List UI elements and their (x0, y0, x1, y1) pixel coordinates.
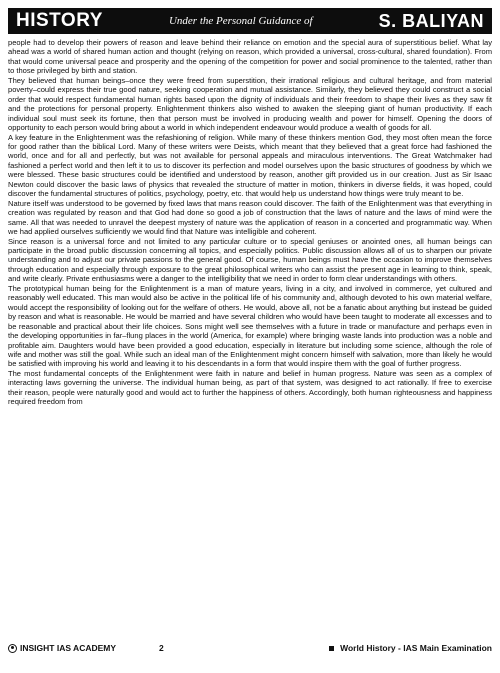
footer-book (329, 643, 492, 653)
paragraph: The prototypical human being for the Enlightenment is a man of mature years, living in a city, and involved in commerce, yet cultured and reasonably well educated. This man would also be active in the political life of his community and, although devoted to his own material welfare, would accept the responsibility of looking out for the welfare of others. He would, above all, not be a fanatic about anything but instead be guided by reason and what is reasonable. He would be married and have several children who would have been taught to moderate all excesses and to be reasonable and practical about their life choices. Sons might well see themselves with a future in trade or manufacture and perhaps even in the developing opportunities in far–flung places in the world (America, for example) where bringing waste lands into production was a noble and profitable aim. Daughters would have been provided a good education, especially in literature but including some science, although the role of wife and mother was still the goal. While such an ideal man of the Enlightenment might concern himself with salvation, more than likely he would be satisfied with improving his world and leaving it to his descendants in a form that would inspire them with the goal of further progress. (8, 283, 492, 369)
subject-title: HISTORY (16, 10, 103, 31)
page (8, 8, 492, 665)
paragraph: A key feature in the Enlightenment was the refashioning of religion. While many of these thinkers mention God, they most often mean the force for good rather than the biblical Lord. Many of these writers were Deists, which meant that they believed that a great force had fashioned the world, once and for all and perfectly, but was not available for personal appeals and miraculous interventions. The Great Watchmaker had fashioned a perfect world and then left it to us to discover its perfection and model ourselves upon the basic structures of goodness by which we were blessed. These basic structures could be identified and understood by reason, another gift provided us in our creation. Just as Sir Isaac Newton could discover the basic laws of physics that revealed the structure of matter in motion, thinkers in diverse fields, it was hoped, could discover the fundamental structures of politics, psychology, poetry, etc. that would help us understand how things were truly meant to be. (8, 132, 492, 199)
paragraph: Since reason is a universal force and not limited to any particular culture or to special geniuses or anointed ones, all human beings can participate in the broad public discussion concerning all topics, and especially politics. Public discussion allows all of us to sharpen our private understanding and to adjust our private passions to the general good. Of course, human beings must have the occasion to improve themselves through education and especially through exposure to the great philosophical writers who can assist the present age in learning to think, speak, and write clearly. Private enthusiasms were a danger to the intelligibility that we need in order to form clear understandings with others. (8, 236, 492, 284)
author-name: S. BALIYAN (378, 10, 484, 31)
square-bullet-icon (329, 646, 334, 651)
book-title: World History - IAS Main Examination (340, 643, 492, 653)
academy-name: INSIGHT IAS ACADEMY (20, 643, 117, 653)
header-banner (8, 8, 492, 34)
paragraph: people had to develop their powers of reason and leave behind their reliance on emotion and the special aura of superstitious belief. What lay ahead was a world of shared human action and thought (relying on reason, which provided a universal, cross-cultural, shared foundation). From that would come universal peace and prosperity and the opening of the competition for power and social prominence to the talented, rather than to those privileged by birth and station. (8, 38, 492, 76)
page-number: 2 (159, 643, 164, 653)
footer (8, 640, 492, 656)
paragraph: Nature itself was understood to be governed by fixed laws that mans reason could discover. The faith of the Enlightenment was that everything in creation was regulated by reason and that God had done so good a job of construction that the laws of nature and the laws of mind were the same. All that was needed to unravel the deepest mystery of nature was the application of reason in a concerted and programmatic way. When we had applied ourselves sufficiently we would find that Nature was intelligible and coherent. (8, 198, 492, 237)
footer-academy (8, 643, 164, 653)
paragraph: The most fundamental concepts of the Enlightenment were faith in nature and belief in human progress. Nature was seen as a complex of interacting laws governing the universe. The individual human being, as part of that system, was designed to act rationally. If free to exercise their reason, people were naturally good and would act to further the happiness of others. Accordingly, both human righteousness and happiness required freedom from (8, 368, 492, 407)
guidance-text: Under the Personal Guidance of (168, 15, 313, 27)
paragraph: They believed that human beings–once they were freed from superstition, their irrational religious and cultural heritage, and from material poverty–could express their true good nature, seeking cooperation and mutual assistance. Similarly, they believed they could construct a social order that would respect fundamental human rights based upon the dignity of individuals and their freedom to shape their lives as they saw fit and the protections for personal property. Enlightenment thinkers also wished to awaken the sleeping giant of human productivity. If each individual soul must seek its fortune, then that person must be involved in producing wealth and power for himself. Opening the doors of opportunity to each person would bring about a world in which independent endeavour would produce a wealth of goods for all. (8, 75, 492, 133)
body-text (8, 38, 492, 628)
academy-logo-icon (8, 644, 17, 653)
